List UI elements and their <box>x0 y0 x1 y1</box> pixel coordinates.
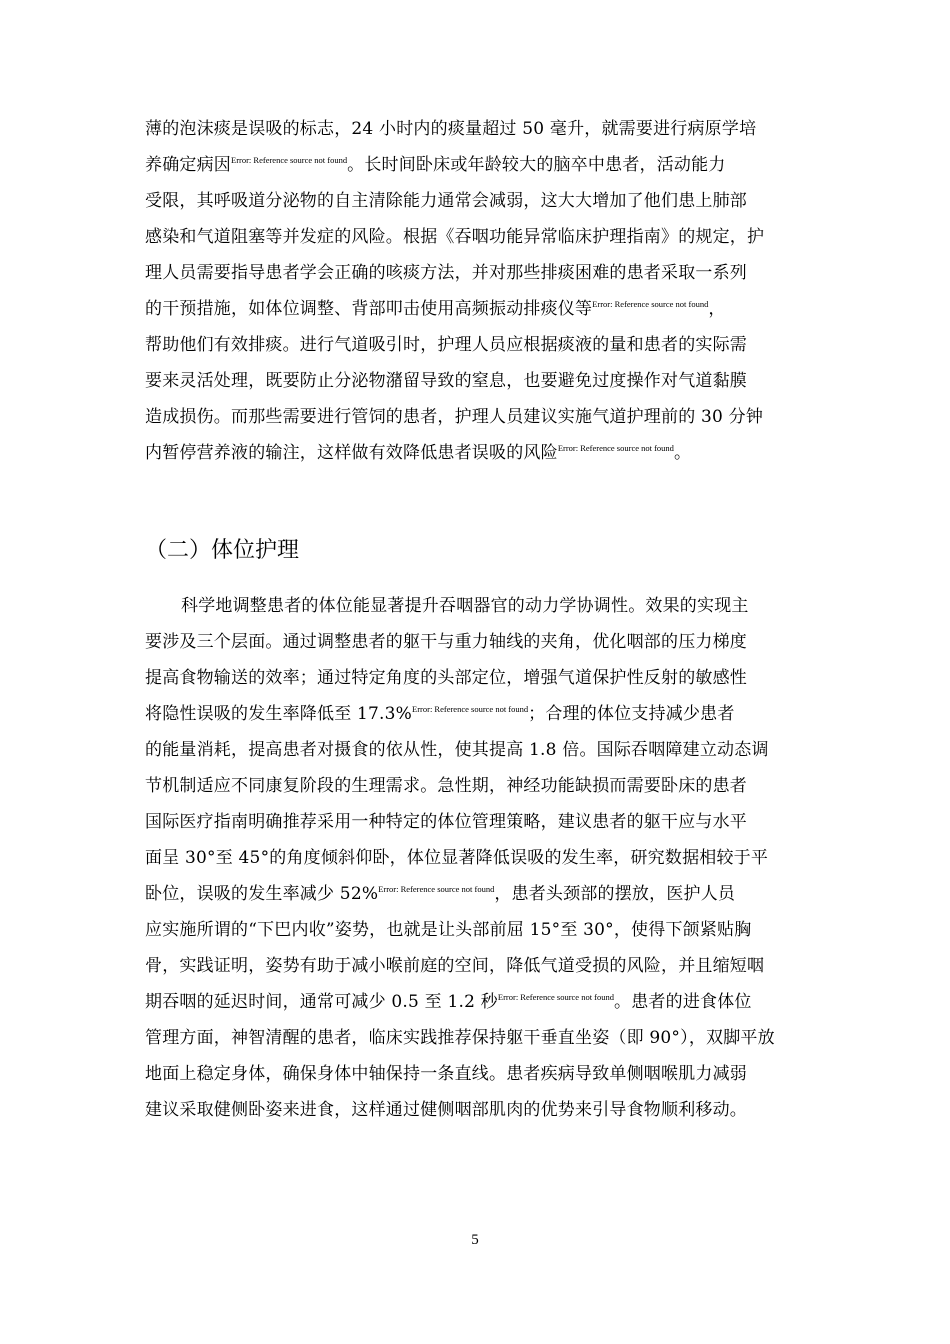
text-line: 卧位，误吸的发生率减少 52%$^{Error: Reference source not found}$，患者头颈部的摆放，医护人员 <box>145 884 736 904</box>
text-line: 国际医疗指南明确推荐采用一种特定的体位管理策略，建议患者的躯干应与水平 <box>145 812 747 832</box>
text-line: 要来灵活处理，既要防止分泌物潴留导致的窒息，也要避免过度操作对气道黏膜 <box>145 371 747 391</box>
text-line: 感染和气道阻塞等并发症的风险。根据《吞咽功能异常临床护理指南》的规定，护 <box>145 227 765 247</box>
reference-error-note: Error: Reference source not found <box>412 704 529 714</box>
text-line: 建议采取健侧卧姿来进食，这样通过健侧咽部肌肉的优势来引导食物顺利移动。 <box>145 1100 747 1120</box>
page-number: 5 <box>471 1232 479 1248</box>
text-line: 科学地调整患者的体位能显著提升吞咽器官的动力学协调性。效果的实现主 <box>181 596 749 616</box>
reference-error-note: Error: Reference source not found <box>378 884 495 894</box>
text-line: 理人员需要指导患者学会正确的咳痰方法，并对那些排痰困难的患者采取一系列 <box>145 263 747 283</box>
section-heading: （二）体位护理 <box>145 538 300 563</box>
text-line: 地面上稳定身体，确保身体中轴保持一条直线。患者疾病导致单侧咽喉肌力减弱 <box>145 1064 747 1084</box>
text-line: 内暂停营养液的输注，这样做有效降低患者误吸的风险$^{Error: Reference source not found}$。 <box>145 443 692 463</box>
text-line: 的能量消耗，提高患者对摄食的依从性，使其提高 1.8 倍。国际吞咽障建立动态调 <box>145 740 769 760</box>
text-line: 养确定病因$^{Error: Reference source not found}$。长时间卧床或年龄较大的脑卒中患者，活动能力 <box>145 155 726 175</box>
reference-error-note: Error: Reference source not found <box>557 443 674 453</box>
text-line: 应实施所谓的“下巴内收”姿势，也就是让头部前屈 15°至 30°，使得下颌紧贴胸 <box>145 920 752 940</box>
text-line: 管理方面，神智清醒的患者，临床实践推荐保持躯干垂直坐姿（即 90°），双脚平放 <box>145 1028 775 1048</box>
text-line: 要涉及三个层面。通过调整患者的躯干与重力轴线的夹角，优化咽部的压力梯度 <box>145 632 747 652</box>
reference-error-note: Error: Reference source not found <box>497 992 615 1002</box>
text-line: 期吞咽的延迟时间，通常可减少 0.5 至 1.2 秒$^{Error: Reference source not found}$。患者的进食体位 <box>145 992 752 1012</box>
text-line: 骨，实践证明，姿势有助于减小喉前庭的空间，降低气道受损的风险，并且缩短咽 <box>145 956 765 976</box>
text-line: 受限，其呼吸道分泌物的自主清除能力通常会减弱，这大大增加了他们患上肺部 <box>145 191 747 211</box>
text-line: 薄的泡沫痰是误吸的标志，24 小时内的痰量超过 50 毫升，就需要进行病原学培 <box>145 119 757 139</box>
reference-error-note: Error: Reference source not found <box>231 155 348 165</box>
text-line: 节机制适应不同康复阶段的生理需求。急性期，神经功能缺损而需要卧床的患者 <box>145 776 747 796</box>
text-line: 提高食物输送的效率；通过特定角度的头部定位，增强气道保护性反射的敏感性 <box>145 668 747 688</box>
reference-error-note: Error: Reference source not found <box>592 299 709 309</box>
text-line: 的干预措施，如体位调整、背部叩击使用高频振动排痰仪等$^{Error: Reference source not found}$， <box>145 299 726 319</box>
text-line: 面呈 30°至 45°的角度倾斜仰卧，体位显著降低误吸的发生率，研究数据相较于平 <box>145 848 769 868</box>
text-line: 帮助他们有效排痰。进行气道吸引时，护理人员应根据痰液的量和患者的实际需 <box>145 335 747 355</box>
text-line: 造成损伤。而那些需要进行管饲的患者，护理人员建议实施气道护理前的 30 分钟 <box>145 407 764 427</box>
text-line: 将隐性误吸的发生率降低至 17.3%$^{Error: Reference source not found}$；合理的体位支持减少患者 <box>145 704 735 724</box>
